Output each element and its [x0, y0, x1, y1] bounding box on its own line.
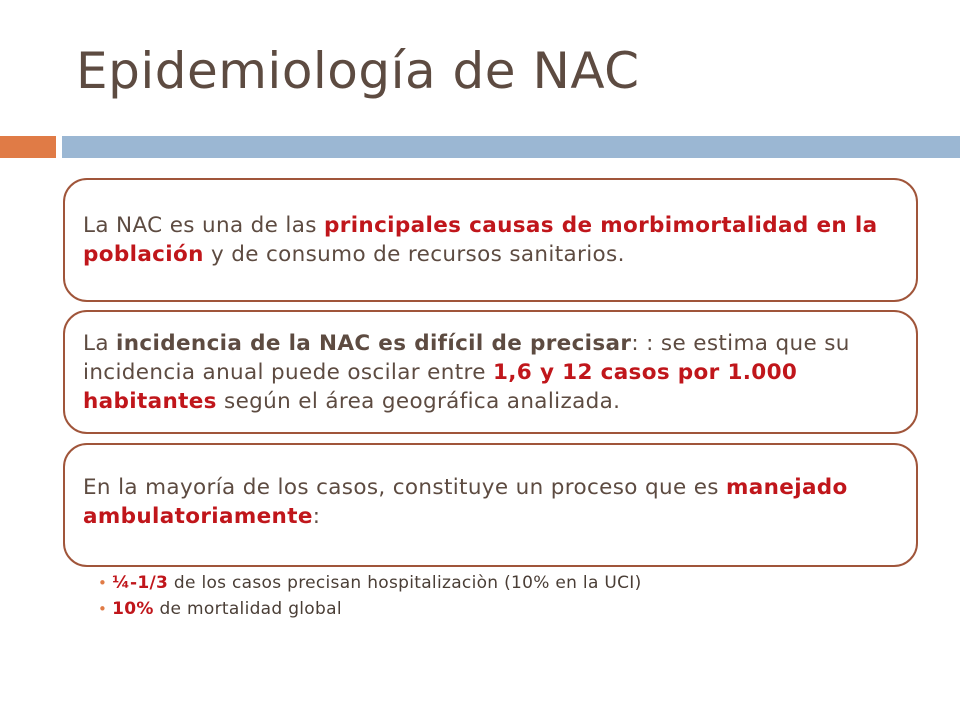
list-item [98, 570, 642, 596]
content-box-ambulatory [63, 443, 918, 567]
slide-title: Epidemiología de NAC [76, 42, 640, 100]
box2-text-1: La [83, 330, 117, 356]
bullet-highlight: ¼-1/3 [112, 573, 169, 593]
box3-highlight: manejado ambulatoriamente [83, 475, 848, 529]
box2-text-3: según el área geográfica analizada. [216, 388, 621, 414]
box1-text-1: La NAC es una de las [83, 213, 325, 238]
bullet-highlight: 10% [112, 599, 154, 619]
box1-text-2: y de consumo de recursos sanitarios. [203, 242, 625, 267]
box2-text-2: : : se estima que su incidencia anual puede oscilar entre [83, 330, 850, 385]
title-underline-bar [62, 136, 960, 158]
box-text [83, 329, 898, 416]
box3-text-1: En la mayoría de los casos, constituye un proceso que es [83, 475, 727, 500]
list-item [98, 596, 642, 622]
content-box-morbimortality [63, 178, 918, 302]
box3-text-2: : [312, 504, 321, 529]
box-text [83, 211, 898, 269]
bullet-text: de mortalidad global [153, 599, 342, 619]
content-box-incidence [63, 310, 918, 434]
box-text [83, 473, 898, 531]
box1-highlight: principales causas de morbimortalidad en la población [83, 213, 878, 267]
box2-bold: incidencia de la NAC es difícil de precisar [116, 330, 632, 356]
accent-bar [0, 136, 56, 158]
box2-highlight: 1,6 y 12 casos por 1.000 habitantes [83, 359, 798, 414]
bullet-list [98, 570, 642, 622]
bullet-text: de los casos precisan hospitalizaciòn (10% en la UCI) [168, 573, 642, 593]
